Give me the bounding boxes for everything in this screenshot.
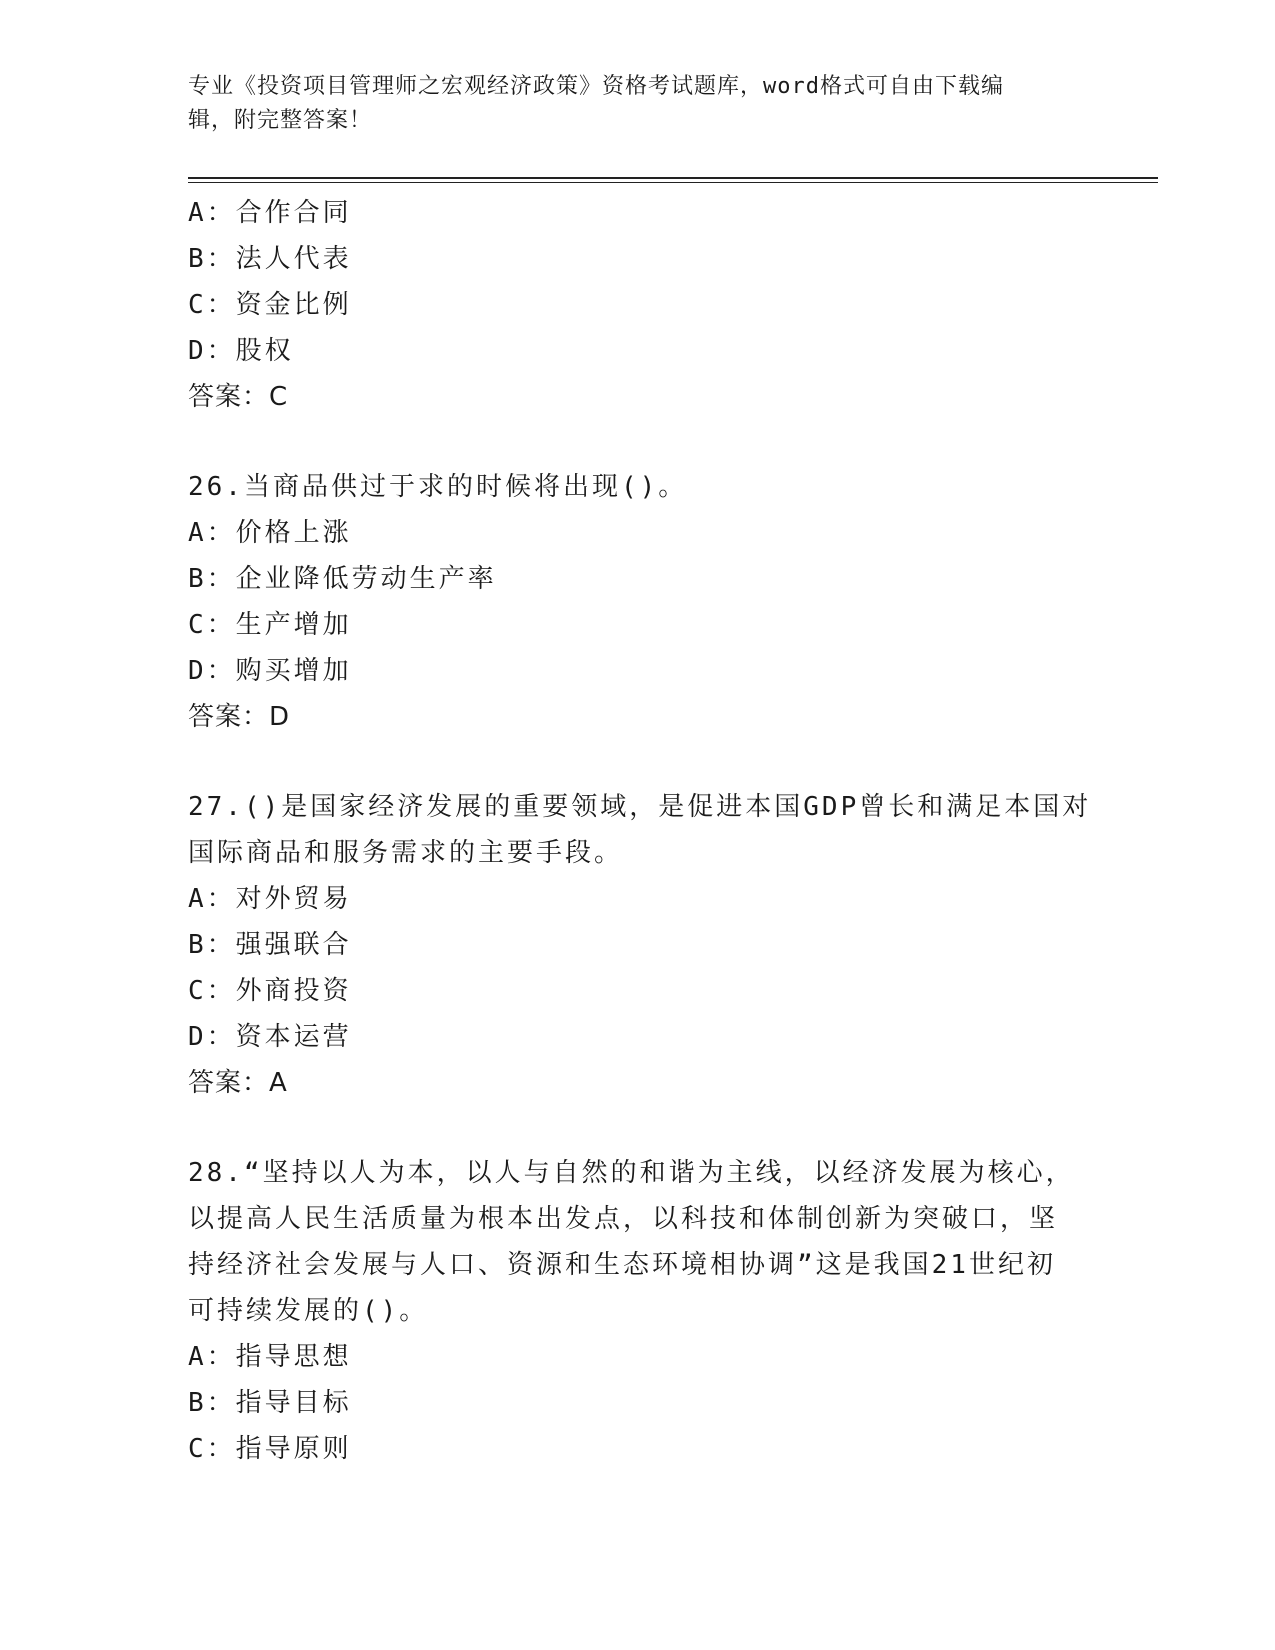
header-divider (188, 177, 1158, 179)
option-b: B：指导目标 (188, 1388, 352, 1418)
answer: 答案：A (188, 1068, 288, 1098)
header-divider-thin (188, 182, 1158, 183)
question-text-line-1: 27.()是国家经济发展的重要领域，是促进本国GDP曾长和满足本国对 (188, 792, 1092, 822)
spacer (188, 740, 1088, 784)
option-c: C：生产增加 (188, 610, 352, 640)
document-header (188, 70, 1088, 138)
answer: 答案：D (188, 702, 291, 732)
option-c: C：外商投资 (188, 976, 352, 1006)
spacer (188, 1106, 1088, 1150)
answer: 答案：C (188, 382, 289, 412)
header-line-2: 辑，附完整答案！ (188, 108, 373, 133)
question-text-line-4: 可持续发展的()。 (188, 1296, 429, 1326)
option-b: B：法人代表 (188, 244, 352, 274)
question-list (188, 190, 1092, 1472)
question-text: 26.当商品供过于求的时候将出现()。 (188, 472, 688, 502)
option-b: B：强强联合 (188, 930, 352, 960)
option-d: D：股权 (188, 336, 294, 366)
option-a: A：合作合同 (188, 198, 352, 228)
question-block (188, 1150, 1088, 1472)
header-line-1: 专业《投资项目管理师之宏观经济政策》资格考试题库，word格式可自由下载编 (188, 74, 1004, 99)
question-block (188, 464, 1088, 740)
option-a: A：价格上涨 (188, 518, 352, 548)
question-text-line-1: 28.“坚持以人为本，以人与自然的和谐为主线，以经济发展为核心， (188, 1158, 1075, 1188)
option-d: D：购买增加 (188, 656, 352, 686)
option-c: C：资金比例 (188, 290, 352, 320)
question-block (188, 784, 1092, 1106)
question-block (188, 190, 1088, 420)
option-b: B：企业降低劳动生产率 (188, 564, 497, 594)
option-d: D：资本运营 (188, 1022, 352, 1052)
question-text-line-3: 持经济社会发展与人口、资源和生态环境相协调”这是我国21世纪初 (188, 1250, 1056, 1280)
option-a: A：对外贸易 (188, 884, 352, 914)
option-a: A：指导思想 (188, 1342, 352, 1372)
option-c: C：指导原则 (188, 1434, 352, 1464)
question-text-line-2: 国际商品和服务需求的主要手段。 (188, 838, 624, 868)
question-text-line-2: 以提高人民生活质量为根本出发点，以科技和体制创新为突破口，坚 (188, 1204, 1059, 1234)
spacer (188, 420, 1088, 464)
